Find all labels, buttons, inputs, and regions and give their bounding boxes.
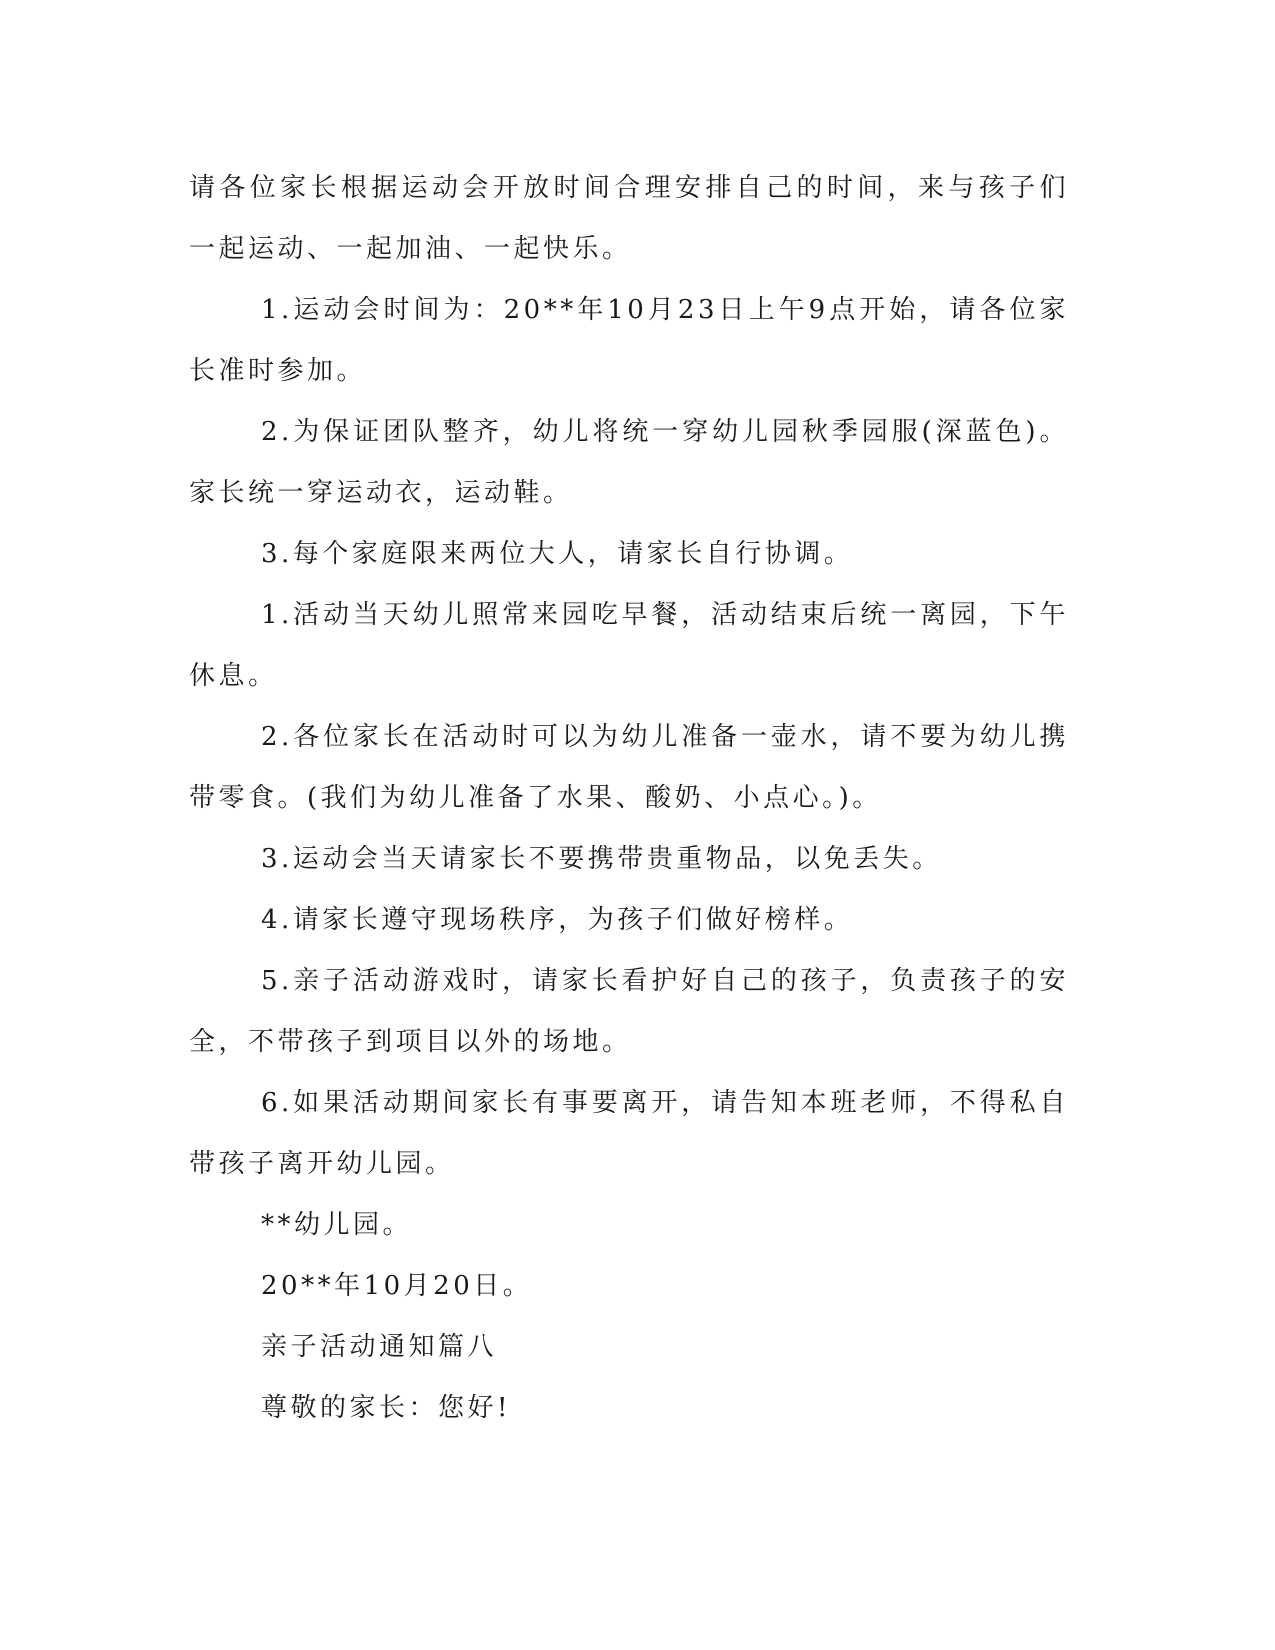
paragraph-intro: 请各位家长根据运动会开放时间合理安排自己的时间，来与孩子们一起运动、一起加油、一起快乐。 [189,173,1069,264]
paragraph-item-valuables: 3.运动会当天请家长不要携带贵重物品，以免丢失。 [261,844,942,874]
document-body [189,158,1069,1439]
salutation: 尊敬的家长：您好! [261,1393,511,1423]
paragraph-item-breakfast: 1.活动当天幼儿照常来园吃早餐，活动结束后统一离园，下午休息。 [189,600,1069,691]
paragraph-item-water: 2.各位家长在活动时可以为幼儿准备一壶水，请不要为幼儿携带零食。(我们为幼儿准备了水果、酸奶、小点心。)。 [189,722,1069,813]
paragraph-item-order: 4.请家长遵守现场秩序，为孩子们做好榜样。 [261,905,854,935]
paragraph-item-attendance: 3.每个家庭限来两位大人，请家长自行协调。 [261,539,854,569]
section-heading: 亲子活动通知篇八 [261,1332,498,1362]
paragraph-item-time: 1.运动会时间为：20**年10月23日上午9点开始，请各位家长准时参加。 [189,295,1069,386]
paragraph-item-safety: 5.亲子活动游戏时，请家长看护好自己的孩子，负责孩子的安全，不带孩子到项目以外的场地。 [189,966,1069,1057]
paragraph-item-uniform: 2.为保证团队整齐，幼儿将统一穿幼儿园秋季园服(深蓝色)。家长统一穿运动衣，运动鞋。 [189,417,1069,508]
signature-school: **幼儿园。 [261,1210,413,1240]
signature-date: 20**年10月20日。 [261,1271,533,1301]
paragraph-item-leaving: 6.如果活动期间家长有事要离开，请告知本班老师，不得私自带孩子离开幼儿园。 [189,1088,1069,1179]
